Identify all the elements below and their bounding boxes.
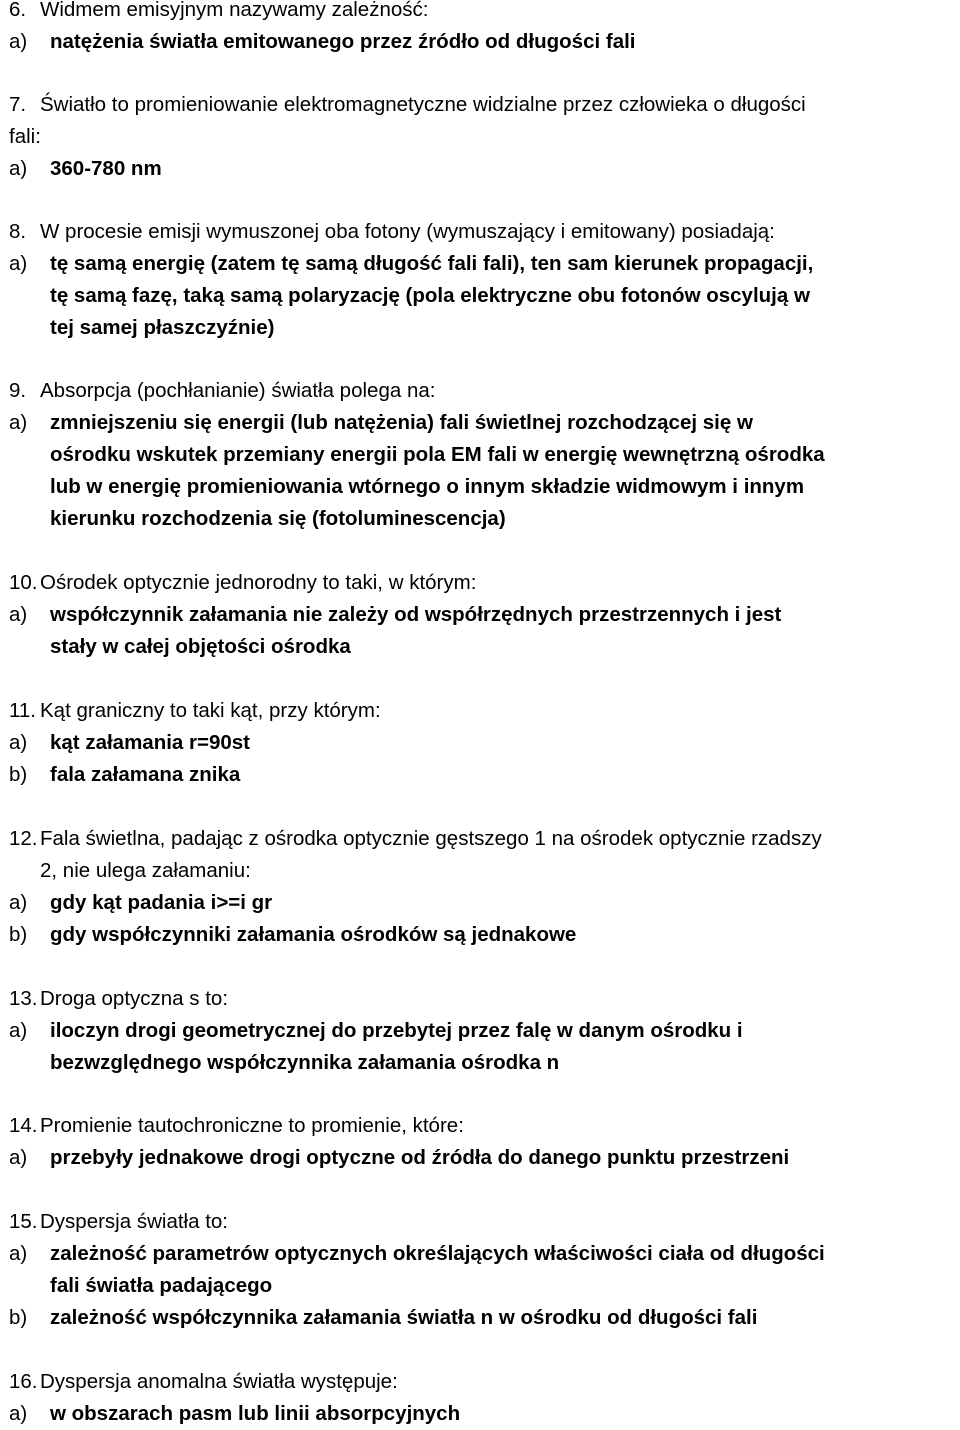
question-number: 10.	[9, 571, 38, 594]
answer-text: natężenia światła emitowanego przez źródło od długości fali	[50, 30, 636, 53]
question-number: 12.	[9, 827, 38, 850]
answer-9a	[9, 407, 959, 535]
question-number: 8.	[9, 220, 27, 243]
answer-16a	[9, 1398, 959, 1430]
answer-label: a)	[9, 1402, 28, 1425]
answer-text: współczynnik załamania nie zależy od współrzędnych przestrzennych i jest	[50, 603, 782, 626]
question-text: Droga optyczna s to:	[40, 987, 229, 1010]
answer-label: a)	[9, 603, 28, 626]
answer-text: zmniejszeniu się energii (lub natężenia) fali świetlnej rozchodzącej się w	[50, 411, 753, 434]
answer-text: tej samej płaszczyźnie)	[50, 316, 275, 339]
question-13	[9, 983, 959, 1015]
answer-text: stały w całej objętości ośrodka	[50, 635, 351, 658]
answer-label: a)	[9, 30, 28, 53]
question-text: W procesie emisji wymuszonej oba fotony (wymuszający i emitowany) posiadają:	[40, 220, 775, 243]
question-16	[9, 1366, 959, 1398]
answer-text: kierunku rozchodzenia się (fotoluminescencja)	[50, 507, 506, 530]
answer-text: gdy współczynniki załamania ośrodków są jednakowe	[50, 923, 577, 946]
answer-label: b)	[9, 1306, 28, 1329]
answer-text: zależność parametrów optycznych określających właściwości ciała od długości	[50, 1242, 825, 1265]
answer-text: 360-780 nm	[50, 157, 162, 180]
answer-label: b)	[9, 923, 28, 946]
question-10	[9, 567, 959, 599]
question-6	[9, 0, 959, 26]
answer-13a	[9, 1015, 959, 1079]
answer-text: fali światła padającego	[50, 1274, 273, 1297]
question-text-continued: fali:	[9, 125, 41, 148]
question-9	[9, 375, 959, 407]
answer-text: w obszarach pasm lub linii absorpcyjnych	[50, 1402, 461, 1425]
question-14	[9, 1110, 959, 1142]
answer-label: a)	[9, 1146, 28, 1169]
answer-11a	[9, 727, 959, 759]
question-number: 15.	[9, 1210, 38, 1233]
question-number: 11.	[9, 699, 36, 722]
question-text: Kąt graniczny to taki kąt, przy którym:	[40, 699, 381, 722]
question-number: 14.	[9, 1114, 38, 1137]
question-number: 13.	[9, 987, 38, 1010]
question-11	[9, 695, 959, 727]
answer-text: zależność współczynnika załamania światła n w ośrodku od długości fali	[50, 1306, 758, 1329]
answer-text: tę samą energię (zatem tę samą długość fali fali), ten sam kierunek propagacji,	[50, 252, 814, 275]
answer-text: gdy kąt padania i>=i gr	[50, 891, 273, 914]
answer-text: przebyły jednakowe drogi optyczne od źródła do danego punktu przestrzeni	[50, 1146, 790, 1169]
question-text: Dyspersja anomalna światła występuje:	[40, 1370, 398, 1393]
answer-12b	[9, 919, 959, 951]
answer-text: fala załamana znika	[50, 763, 241, 786]
answer-label: b)	[9, 763, 28, 786]
answer-text: kąt załamania r=90st	[50, 731, 250, 754]
answer-text: bezwzględnego współczynnika załamania ośrodka n	[50, 1051, 560, 1074]
question-text: Promienie tautochroniczne to promienie, które:	[40, 1114, 464, 1137]
answer-7a	[9, 153, 959, 185]
question-number: 7.	[9, 93, 27, 116]
answer-label: a)	[9, 411, 28, 434]
question-text: Widmem emisyjnym nazywamy zależność:	[40, 0, 429, 21]
question-text: Ośrodek optycznie jednorodny to taki, w którym:	[40, 571, 477, 594]
answer-text: tę samą fazę, taką samą polaryzację (pola elektryczne obu fotonów oscylują w	[50, 284, 810, 307]
answer-label: a)	[9, 891, 28, 914]
answer-text: ośrodku wskutek przemiany energii pola EM fali w energię wewnętrzną ośrodka	[50, 443, 825, 466]
question-12	[9, 823, 959, 887]
question-8	[9, 216, 959, 248]
question-15	[9, 1206, 959, 1238]
question-number: 16.	[9, 1370, 38, 1393]
question-text: Absorpcja (pochłanianie) światła polega na:	[40, 379, 436, 402]
answer-12a	[9, 887, 959, 919]
answer-10a	[9, 599, 959, 663]
question-text-continued: 2, nie ulega załamaniu:	[40, 859, 251, 882]
answer-label: a)	[9, 1242, 28, 1265]
answer-8a	[9, 248, 959, 344]
question-text: Światło to promieniowanie elektromagnetyczne widzialne przez człowieka o długości	[40, 93, 806, 116]
answer-label: a)	[9, 1019, 28, 1042]
answer-15b	[9, 1302, 959, 1334]
question-text: Dyspersja światła to:	[40, 1210, 228, 1233]
answer-label: a)	[9, 252, 28, 275]
answer-label: a)	[9, 157, 28, 180]
answer-15a	[9, 1238, 959, 1302]
answer-11b	[9, 759, 959, 791]
question-7	[9, 89, 959, 153]
question-number: 9.	[9, 379, 27, 402]
answer-text: iloczyn drogi geometrycznej do przebytej przez falę w danym ośrodku i	[50, 1019, 743, 1042]
answer-label: a)	[9, 731, 28, 754]
answer-14a	[9, 1142, 959, 1174]
question-text: Fala świetlna, padając z ośrodka optycznie gęstszego 1 na ośrodek optycznie rzadszy	[40, 827, 822, 850]
answer-6a	[9, 26, 959, 58]
answer-text: lub w energię promieniowania wtórnego o innym składzie widmowym i innym	[50, 475, 805, 498]
question-number: 6.	[9, 0, 27, 21]
